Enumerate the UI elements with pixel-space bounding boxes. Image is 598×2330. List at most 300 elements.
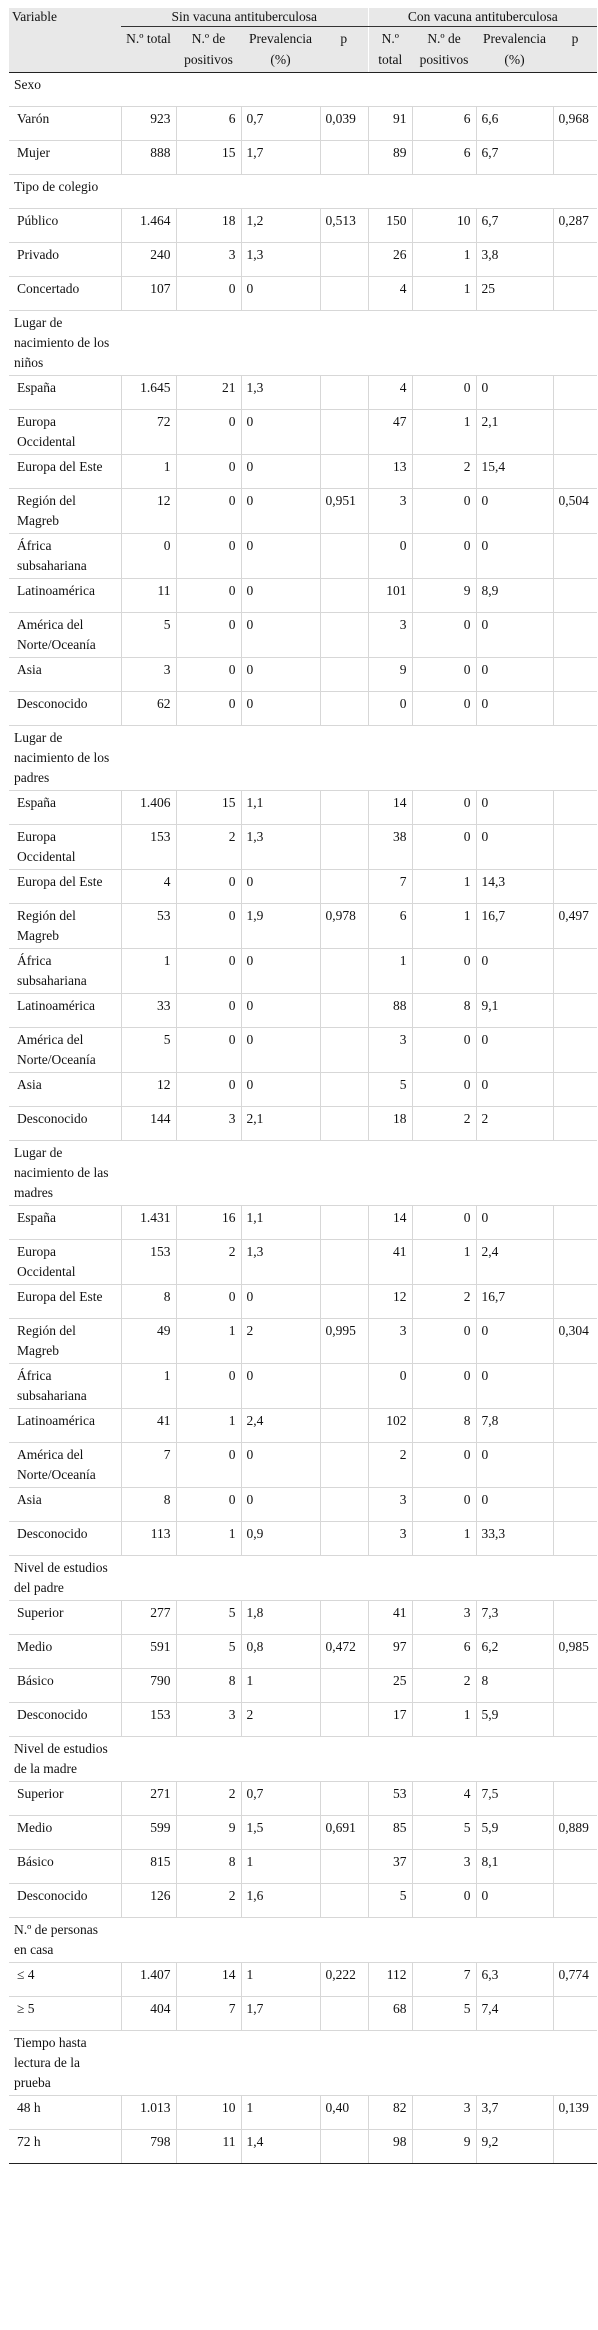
section-row xyxy=(9,726,597,791)
table-cell: 1 xyxy=(241,2096,320,2130)
table-cell xyxy=(320,1488,368,1522)
table-cell xyxy=(320,613,368,658)
table-cell: 5,9 xyxy=(476,1703,553,1737)
table-cell: 1 xyxy=(121,455,176,489)
table-cell: 91 xyxy=(368,107,412,141)
table-cell: 9,2 xyxy=(476,2130,553,2164)
row-label: Varón xyxy=(9,107,121,141)
table-cell xyxy=(553,2130,597,2164)
table-row xyxy=(9,791,597,825)
table-row xyxy=(9,1409,597,1443)
table-cell: 0,513 xyxy=(320,209,368,243)
table-cell: 0,287 xyxy=(553,209,597,243)
table-cell: 4 xyxy=(368,376,412,410)
table-cell: 1 xyxy=(176,1319,241,1364)
table-cell xyxy=(320,949,368,994)
section-label-text: Tipo de colegio xyxy=(14,179,99,194)
table-cell: 2 xyxy=(412,1107,476,1141)
table-row xyxy=(9,455,597,489)
section-label xyxy=(9,726,597,791)
table-row xyxy=(9,410,597,455)
table-cell: 0 xyxy=(241,1364,320,1409)
table-cell: 0 xyxy=(476,489,553,534)
table-cell xyxy=(320,277,368,311)
table-cell xyxy=(553,141,597,175)
table-cell: 0 xyxy=(241,1285,320,1319)
table-cell: 11 xyxy=(121,579,176,613)
table-cell: 0,774 xyxy=(553,1963,597,1997)
table-cell: 0 xyxy=(412,1028,476,1073)
table-cell: 6 xyxy=(368,904,412,949)
table-cell: 0 xyxy=(176,1073,241,1107)
table-cell: 6 xyxy=(412,141,476,175)
table-cell: 0 xyxy=(176,410,241,455)
table-row xyxy=(9,870,597,904)
table-cell: 2 xyxy=(241,1703,320,1737)
table-cell: 17 xyxy=(368,1703,412,1737)
table-cell xyxy=(320,243,368,277)
table-cell xyxy=(320,791,368,825)
table-cell xyxy=(553,1703,597,1737)
table-cell: 25 xyxy=(476,277,553,311)
row-label: Europa del Este xyxy=(9,1285,121,1319)
table-cell: 41 xyxy=(368,1240,412,1285)
table-cell: 0 xyxy=(176,949,241,994)
row-label: América del Norte/Oceanía xyxy=(9,1028,121,1073)
section-row xyxy=(9,1918,597,1963)
table-cell: 9 xyxy=(412,2130,476,2164)
table-cell xyxy=(553,1601,597,1635)
table-cell: 16 xyxy=(176,1206,241,1240)
table-cell: 5 xyxy=(176,1601,241,1635)
table-cell xyxy=(553,410,597,455)
table-cell: 0 xyxy=(412,534,476,579)
table-cell: 3 xyxy=(176,1107,241,1141)
table-cell: 82 xyxy=(368,2096,412,2130)
table-cell: 0 xyxy=(241,1028,320,1073)
table-cell: 1 xyxy=(121,949,176,994)
table-cell: 0 xyxy=(176,455,241,489)
header-group-without-vaccine: Sin vacuna antituberculosa xyxy=(121,8,368,27)
table-cell: 0 xyxy=(412,692,476,726)
table-cell: 12 xyxy=(121,489,176,534)
table-cell: 1,3 xyxy=(241,1240,320,1285)
table-cell: 0 xyxy=(476,376,553,410)
header-col-total-1: N.º total xyxy=(121,27,176,73)
row-label: 72 h xyxy=(9,2130,121,2164)
table-cell: 12 xyxy=(368,1285,412,1319)
section-row xyxy=(9,311,597,376)
table-cell: 112 xyxy=(368,1963,412,1997)
row-label: Desconocido xyxy=(9,1107,121,1141)
row-label: ≤ 4 xyxy=(9,1963,121,1997)
table-cell: 0 xyxy=(412,658,476,692)
table-cell xyxy=(553,658,597,692)
table-cell xyxy=(320,141,368,175)
table-cell: 2 xyxy=(176,825,241,870)
table-cell: 113 xyxy=(121,1522,176,1556)
table-cell: 7 xyxy=(176,1997,241,2031)
table-row xyxy=(9,1522,597,1556)
row-label: Latinoamérica xyxy=(9,1409,121,1443)
table-cell: 1 xyxy=(412,1240,476,1285)
table-cell: 0 xyxy=(476,1443,553,1488)
table-cell: 0 xyxy=(176,613,241,658)
table-cell: 0 xyxy=(476,1884,553,1918)
table-cell: 1,3 xyxy=(241,825,320,870)
table-cell xyxy=(320,1107,368,1141)
row-label: África subsahariana xyxy=(9,534,121,579)
table-cell: 0 xyxy=(241,949,320,994)
table-cell: 790 xyxy=(121,1669,176,1703)
table-cell: 0,472 xyxy=(320,1635,368,1669)
table-cell: 98 xyxy=(368,2130,412,2164)
section-label xyxy=(9,1918,597,1963)
table-cell: 6 xyxy=(412,1635,476,1669)
table-cell xyxy=(553,455,597,489)
table-row xyxy=(9,376,597,410)
table-row xyxy=(9,534,597,579)
row-label: Superior xyxy=(9,1782,121,1816)
row-label: Mujer xyxy=(9,141,121,175)
header-group-with-vaccine: Con vacuna antituberculosa xyxy=(368,8,597,27)
table-row xyxy=(9,904,597,949)
table-cell: 25 xyxy=(368,1669,412,1703)
table-cell: 15 xyxy=(176,791,241,825)
section-label-text: Nivel de estudios del padre xyxy=(14,1560,108,1595)
table-row xyxy=(9,1850,597,1884)
table-cell: 102 xyxy=(368,1409,412,1443)
table-cell: 101 xyxy=(368,579,412,613)
table-cell: 0 xyxy=(241,870,320,904)
row-label: 48 h xyxy=(9,2096,121,2130)
table-cell: 47 xyxy=(368,410,412,455)
row-label: Europa Occidental xyxy=(9,410,121,455)
table-cell xyxy=(553,613,597,658)
table-cell: 14 xyxy=(368,791,412,825)
table-cell: 3,8 xyxy=(476,243,553,277)
document-page xyxy=(0,8,598,2330)
table-row xyxy=(9,1206,597,1240)
table-row xyxy=(9,277,597,311)
table-cell xyxy=(320,825,368,870)
table-cell: 5,9 xyxy=(476,1816,553,1850)
table-cell: 3 xyxy=(368,1028,412,1073)
table-cell: 4 xyxy=(368,277,412,311)
table-cell: 107 xyxy=(121,277,176,311)
table-row xyxy=(9,1028,597,1073)
table-cell: 1,2 xyxy=(241,209,320,243)
table-row xyxy=(9,692,597,726)
table-cell: 33,3 xyxy=(476,1522,553,1556)
table-cell xyxy=(553,1850,597,1884)
table-cell: 7 xyxy=(121,1443,176,1488)
table-cell xyxy=(320,410,368,455)
table-cell: 8 xyxy=(121,1488,176,1522)
table-cell xyxy=(320,1997,368,2031)
table-cell: 7 xyxy=(368,870,412,904)
table-cell: 8 xyxy=(476,1669,553,1703)
table-cell: 0 xyxy=(476,534,553,579)
table-row xyxy=(9,1703,597,1737)
row-label: América del Norte/Oceanía xyxy=(9,613,121,658)
table-cell: 0 xyxy=(241,1073,320,1107)
table-cell: 0,8 xyxy=(241,1635,320,1669)
table-cell: 0 xyxy=(412,489,476,534)
section-label-text: Lugar de nacimiento de los niños xyxy=(14,315,110,370)
table-cell: 97 xyxy=(368,1635,412,1669)
table-cell: 38 xyxy=(368,825,412,870)
table-cell: 1,7 xyxy=(241,141,320,175)
row-label: África subsahariana xyxy=(9,1364,121,1409)
table-cell xyxy=(320,1782,368,1816)
table-row xyxy=(9,1285,597,1319)
table-cell: 15,4 xyxy=(476,455,553,489)
table-cell xyxy=(320,2130,368,2164)
table-cell: 1,9 xyxy=(241,904,320,949)
row-label: Latinoamérica xyxy=(9,579,121,613)
table-cell: 3 xyxy=(412,1850,476,1884)
table-cell xyxy=(553,949,597,994)
table-cell: 1,3 xyxy=(241,243,320,277)
table-cell: 923 xyxy=(121,107,176,141)
table-row xyxy=(9,489,597,534)
table-cell: 0 xyxy=(412,825,476,870)
table-cell xyxy=(320,534,368,579)
table-cell xyxy=(320,1206,368,1240)
table-cell: 3,7 xyxy=(476,2096,553,2130)
table-cell: 0 xyxy=(412,1206,476,1240)
table-cell xyxy=(553,1364,597,1409)
table-cell: 0 xyxy=(368,534,412,579)
table-cell: 6,3 xyxy=(476,1963,553,1997)
table-cell: 0 xyxy=(176,994,241,1028)
table-cell: 0 xyxy=(176,579,241,613)
table-cell: 5 xyxy=(412,1997,476,2031)
table-cell: 0 xyxy=(241,692,320,726)
section-label-text: Sexo xyxy=(14,77,41,92)
table-cell: 1 xyxy=(241,1669,320,1703)
table-cell: 6,7 xyxy=(476,209,553,243)
table-cell: 5 xyxy=(121,1028,176,1073)
table-row xyxy=(9,1635,597,1669)
table-cell: 888 xyxy=(121,141,176,175)
table-cell: 0 xyxy=(412,1319,476,1364)
table-cell: 0 xyxy=(368,1364,412,1409)
table-cell: 1 xyxy=(412,870,476,904)
table-cell: 7,5 xyxy=(476,1782,553,1816)
table-cell: 53 xyxy=(368,1782,412,1816)
table-cell xyxy=(553,243,597,277)
table-cell: 0,985 xyxy=(553,1635,597,1669)
table-cell: 16,7 xyxy=(476,904,553,949)
table-body xyxy=(9,73,597,2164)
table-cell: 3 xyxy=(412,1601,476,1635)
table-cell xyxy=(320,1669,368,1703)
table-cell: 7,3 xyxy=(476,1601,553,1635)
table-cell: 12 xyxy=(121,1073,176,1107)
table-cell: 0 xyxy=(241,613,320,658)
table-row xyxy=(9,658,597,692)
table-cell: 1,6 xyxy=(241,1884,320,1918)
row-label: Concertado xyxy=(9,277,121,311)
table-cell: 1 xyxy=(241,1963,320,1997)
table-row xyxy=(9,613,597,658)
table-row xyxy=(9,1963,597,1997)
table-cell: 0,691 xyxy=(320,1816,368,1850)
table-cell xyxy=(320,658,368,692)
table-cell: 0 xyxy=(241,277,320,311)
table-cell: 1,8 xyxy=(241,1601,320,1635)
table-cell: 1 xyxy=(176,1409,241,1443)
table-row xyxy=(9,1669,597,1703)
row-label: Desconocido xyxy=(9,692,121,726)
table-cell: 0,497 xyxy=(553,904,597,949)
table-cell xyxy=(553,277,597,311)
table-cell: 0 xyxy=(476,791,553,825)
table-row xyxy=(9,2096,597,2130)
table-cell xyxy=(320,1240,368,1285)
table-row xyxy=(9,1488,597,1522)
header-col-prevalence-1: Prevalencia (%) xyxy=(241,27,320,73)
row-label: España xyxy=(9,1206,121,1240)
table-cell: 1 xyxy=(368,949,412,994)
table-cell: 72 xyxy=(121,410,176,455)
prevalence-table xyxy=(9,8,597,2164)
table-cell: 4 xyxy=(412,1782,476,1816)
table-cell: 3 xyxy=(176,1703,241,1737)
table-cell xyxy=(320,1850,368,1884)
table-cell: 0 xyxy=(176,904,241,949)
header-col-prevalence-2: Prevalencia (%) xyxy=(476,27,553,73)
table-cell: 0 xyxy=(176,1488,241,1522)
table-cell: 89 xyxy=(368,141,412,175)
table-cell: 0,978 xyxy=(320,904,368,949)
table-cell: 0 xyxy=(121,534,176,579)
table-cell xyxy=(553,994,597,1028)
table-cell: 3 xyxy=(368,1319,412,1364)
table-cell: 153 xyxy=(121,1240,176,1285)
table-cell: 1 xyxy=(412,1522,476,1556)
table-cell: 6 xyxy=(176,107,241,141)
table-cell: 599 xyxy=(121,1816,176,1850)
table-cell: 0 xyxy=(176,1028,241,1073)
section-label xyxy=(9,1141,597,1206)
table-cell xyxy=(320,1884,368,1918)
table-cell xyxy=(553,1240,597,1285)
table-cell: 0 xyxy=(176,658,241,692)
table-cell: 18 xyxy=(368,1107,412,1141)
table-cell: 14,3 xyxy=(476,870,553,904)
table-cell: 0 xyxy=(241,658,320,692)
table-cell: 1.407 xyxy=(121,1963,176,1997)
table-row xyxy=(9,141,597,175)
table-cell xyxy=(553,1488,597,1522)
table-cell: 68 xyxy=(368,1997,412,2031)
row-label: Básico xyxy=(9,1669,121,1703)
table-cell xyxy=(553,692,597,726)
header-col-positives-2: N.º de positivos xyxy=(412,27,476,73)
table-cell: 1 xyxy=(412,1703,476,1737)
table-cell: 0 xyxy=(412,1488,476,1522)
table-cell: 2 xyxy=(412,455,476,489)
table-cell: 0,995 xyxy=(320,1319,368,1364)
table-row xyxy=(9,825,597,870)
row-label: Público xyxy=(9,209,121,243)
table-cell: 277 xyxy=(121,1601,176,1635)
table-cell: 8 xyxy=(412,1409,476,1443)
table-row xyxy=(9,1319,597,1364)
section-label-text: Lugar de nacimiento de los padres xyxy=(14,730,110,785)
table-cell: 9,1 xyxy=(476,994,553,1028)
table-cell xyxy=(553,1409,597,1443)
table-cell: 0 xyxy=(476,1073,553,1107)
table-cell: 10 xyxy=(412,209,476,243)
table-cell: 3 xyxy=(368,1488,412,1522)
section-label-text: N.º de personas en casa xyxy=(14,1922,99,1957)
header-col-positives-1: N.º de positivos xyxy=(176,27,241,73)
row-label: Región del Magreb xyxy=(9,1319,121,1364)
table-cell: 1,1 xyxy=(241,791,320,825)
section-label xyxy=(9,73,597,107)
row-label: Europa del Este xyxy=(9,455,121,489)
table-cell: 2,1 xyxy=(476,410,553,455)
row-label: Europa del Este xyxy=(9,870,121,904)
table-cell: 0 xyxy=(476,1364,553,1409)
table-cell xyxy=(553,1522,597,1556)
table-cell: 0 xyxy=(176,489,241,534)
table-cell: 2 xyxy=(241,1319,320,1364)
header-col-p-1: p xyxy=(320,27,368,73)
table-cell: 0 xyxy=(176,277,241,311)
table-cell: 11 xyxy=(176,2130,241,2164)
section-row xyxy=(9,175,597,209)
table-cell: 0 xyxy=(241,994,320,1028)
table-cell: 18 xyxy=(176,209,241,243)
table-row xyxy=(9,1816,597,1850)
section-label xyxy=(9,311,597,376)
table-cell xyxy=(320,692,368,726)
table-cell: 1 xyxy=(412,243,476,277)
table-cell: 0,9 xyxy=(241,1522,320,1556)
section-label xyxy=(9,1737,597,1782)
table-cell: 0 xyxy=(476,949,553,994)
table-cell: 14 xyxy=(368,1206,412,1240)
table-cell: 3 xyxy=(176,243,241,277)
table-cell: 37 xyxy=(368,1850,412,1884)
table-row xyxy=(9,949,597,994)
section-label-text: Lugar de nacimiento de las madres xyxy=(14,1145,109,1200)
table-cell: 53 xyxy=(121,904,176,949)
table-cell: 0 xyxy=(476,1206,553,1240)
table-cell: 6,7 xyxy=(476,141,553,175)
row-label: Medio xyxy=(9,1635,121,1669)
table-cell xyxy=(320,1073,368,1107)
row-label: Básico xyxy=(9,1850,121,1884)
table-cell: 153 xyxy=(121,825,176,870)
table-cell: 0 xyxy=(241,489,320,534)
table-cell xyxy=(320,455,368,489)
table-cell: 0 xyxy=(241,579,320,613)
table-cell xyxy=(320,579,368,613)
header-col-p-2: p xyxy=(553,27,597,73)
table-cell: 8 xyxy=(412,994,476,1028)
table-cell: 591 xyxy=(121,1635,176,1669)
table-cell: 6,6 xyxy=(476,107,553,141)
table-cell: 144 xyxy=(121,1107,176,1141)
table-cell: 1.464 xyxy=(121,209,176,243)
table-cell xyxy=(320,1601,368,1635)
